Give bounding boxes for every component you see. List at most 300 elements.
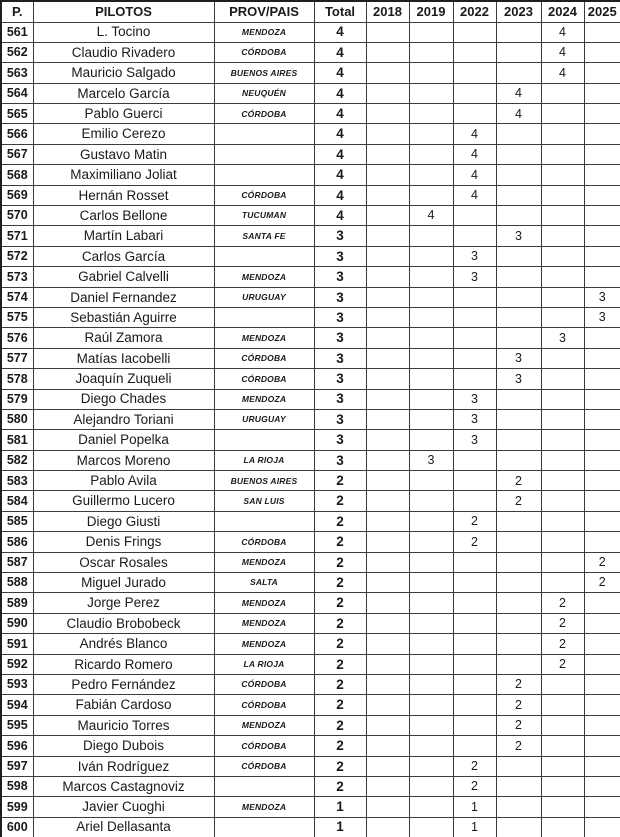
year-2024-cell [541,348,584,368]
total-cell: 4 [314,206,366,226]
total-cell: 3 [314,450,366,470]
position-cell: 594 [1,695,33,715]
table-row [1,573,620,593]
year-2018-cell [366,185,409,205]
year-2023-cell [496,797,541,817]
year-2024-cell [541,287,584,307]
position-cell: 591 [1,634,33,654]
year-2025-cell [584,736,620,756]
year-2022-cell [453,42,496,62]
table-row [1,756,620,776]
province-cell: TUCUMAN [214,206,314,226]
province-cell: CÓRDOBA [214,348,314,368]
year-2023-cell [496,430,541,450]
province-cell: CÓRDOBA [214,185,314,205]
pilot-name-cell: Joaquín Zuqueli [33,369,214,389]
province-cell: CÓRDOBA [214,675,314,695]
year-2023-cell [496,593,541,613]
year-2022-cell [453,675,496,695]
province-cell: MENDOZA [214,593,314,613]
position-cell: 575 [1,307,33,327]
year-2023-cell [496,573,541,593]
year-2024-cell [541,491,584,511]
province-cell: BUENOS AIRES [214,471,314,491]
year-2024-cell [541,307,584,327]
province-cell: MENDOZA [214,267,314,287]
table-row [1,736,620,756]
year-2023-cell [496,42,541,62]
year-2024-cell [541,206,584,226]
province-cell: SANTA FE [214,226,314,246]
year-2022-cell [453,715,496,735]
pilot-name-cell: Emilio Cerezo [33,124,214,144]
province-cell: MENDOZA [214,797,314,817]
year-2022-cell [453,83,496,103]
pilot-name-cell: Matías Iacobelli [33,348,214,368]
year-2024-cell [541,695,584,715]
year-2018-cell [366,369,409,389]
year-2025-cell [584,430,620,450]
year-2018-cell [366,715,409,735]
pilot-name-cell: Daniel Popelka [33,430,214,450]
pilot-name-cell: Marcos Castagnoviz [33,776,214,796]
pilot-name-cell: Iván Rodríguez [33,756,214,776]
year-2019-cell [409,593,453,613]
year-2024-cell: 4 [541,63,584,83]
year-2024-cell [541,756,584,776]
total-cell: 3 [314,389,366,409]
year-2019-cell [409,491,453,511]
year-2022-cell [453,348,496,368]
year-2025-cell [584,83,620,103]
total-cell: 2 [314,532,366,552]
year-2024-cell: 2 [541,634,584,654]
year-2025-cell: 3 [584,287,620,307]
total-cell: 3 [314,430,366,450]
total-cell: 3 [314,409,366,429]
table-row [1,267,620,287]
total-cell: 2 [314,776,366,796]
table-row [1,471,620,491]
year-2018-cell [366,246,409,266]
table-row [1,83,620,103]
year-2022-cell: 3 [453,389,496,409]
year-2023-cell: 2 [496,715,541,735]
year-2023-cell [496,511,541,531]
year-2025-cell [584,226,620,246]
year-2024-cell [541,532,584,552]
table-row [1,450,620,470]
year-2025-cell: 3 [584,307,620,327]
year-2023-cell: 3 [496,226,541,246]
position-cell: 584 [1,491,33,511]
year-2022-cell [453,573,496,593]
position-cell: 597 [1,756,33,776]
pilot-name-cell: Denis Frings [33,532,214,552]
position-cell: 590 [1,613,33,633]
year-2023-cell [496,144,541,164]
table-row [1,389,620,409]
year-2024-cell [541,246,584,266]
table-row [1,307,620,327]
province-cell: CÓRDOBA [214,756,314,776]
year-2024-cell: 2 [541,654,584,674]
year-2018-cell [366,776,409,796]
pilot-name-cell: Javier Cuoghi [33,797,214,817]
pilot-name-cell: Diego Dubois [33,736,214,756]
position-cell: 568 [1,165,33,185]
table-row [1,226,620,246]
year-2022-cell: 4 [453,185,496,205]
table-body [1,22,620,837]
year-2023-cell: 3 [496,348,541,368]
total-cell: 2 [314,675,366,695]
province-cell: URUGUAY [214,409,314,429]
year-2024-cell [541,389,584,409]
year-2022-cell [453,695,496,715]
province-cell: CÓRDOBA [214,532,314,552]
year-2024-cell [541,715,584,735]
year-2025-cell [584,634,620,654]
year-2023-cell [496,450,541,470]
year-2024-cell: 2 [541,613,584,633]
pilot-name-cell: Carlos Bellone [33,206,214,226]
pilot-name-cell: Martín Labari [33,226,214,246]
year-2019-cell [409,613,453,633]
column-header-year-2025: 2025 [584,1,620,22]
province-cell: NEUQUÉN [214,83,314,103]
year-2024-cell [541,369,584,389]
pilot-name-cell: Marcos Moreno [33,450,214,470]
total-cell: 2 [314,613,366,633]
total-cell: 3 [314,287,366,307]
year-2023-cell [496,185,541,205]
province-cell: CÓRDOBA [214,736,314,756]
year-2018-cell [366,654,409,674]
province-cell: BUENOS AIRES [214,63,314,83]
position-cell: 566 [1,124,33,144]
year-2022-cell: 3 [453,409,496,429]
year-2018-cell [366,328,409,348]
year-2023-cell [496,267,541,287]
table-row [1,552,620,572]
year-2023-cell: 2 [496,736,541,756]
year-2025-cell [584,613,620,633]
year-2024-cell [541,226,584,246]
year-2019-cell [409,226,453,246]
year-2022-cell [453,22,496,42]
year-2018-cell [366,532,409,552]
year-2024-cell [541,675,584,695]
year-2023-cell [496,756,541,776]
year-2019-cell [409,165,453,185]
province-cell: MENDOZA [214,389,314,409]
pilot-name-cell: Hernán Rosset [33,185,214,205]
year-2025-cell [584,776,620,796]
year-2022-cell [453,593,496,613]
table-row [1,593,620,613]
year-2023-cell [496,776,541,796]
table-row [1,776,620,796]
year-2018-cell [366,165,409,185]
year-2022-cell [453,63,496,83]
year-2019-cell [409,42,453,62]
year-2025-cell [584,369,620,389]
year-2018-cell [366,409,409,429]
year-2018-cell [366,42,409,62]
year-2022-cell: 2 [453,756,496,776]
total-cell: 4 [314,22,366,42]
year-2022-cell [453,450,496,470]
year-2025-cell [584,165,620,185]
column-header-total: Total [314,1,366,22]
position-cell: 577 [1,348,33,368]
table-row [1,124,620,144]
year-2025-cell [584,246,620,266]
table-row [1,715,620,735]
year-2019-cell [409,552,453,572]
position-cell: 561 [1,22,33,42]
pilot-name-cell: Pablo Guerci [33,104,214,124]
province-cell: LA RIOJA [214,654,314,674]
position-cell: 586 [1,532,33,552]
year-2024-cell [541,736,584,756]
position-cell: 598 [1,776,33,796]
year-2024-cell [541,267,584,287]
year-2023-cell [496,613,541,633]
total-cell: 2 [314,634,366,654]
year-2025-cell [584,389,620,409]
total-cell: 4 [314,42,366,62]
year-2024-cell [541,144,584,164]
year-2019-cell [409,307,453,327]
position-cell: 592 [1,654,33,674]
year-2018-cell [366,511,409,531]
pilot-name-cell: Oscar Rosales [33,552,214,572]
year-2022-cell [453,634,496,654]
year-2018-cell [366,430,409,450]
year-2019-cell [409,246,453,266]
year-2018-cell [366,634,409,654]
pilot-name-cell: Fabián Cardoso [33,695,214,715]
year-2025-cell [584,42,620,62]
pilot-name-cell: Jorge Perez [33,593,214,613]
position-cell: 588 [1,573,33,593]
province-cell: LA RIOJA [214,450,314,470]
year-2022-cell [453,206,496,226]
year-2018-cell [366,287,409,307]
total-cell: 4 [314,165,366,185]
table-row [1,695,620,715]
position-cell: 580 [1,409,33,429]
column-header-year-2024: 2024 [541,1,584,22]
year-2025-cell [584,715,620,735]
year-2023-cell [496,817,541,837]
total-cell: 1 [314,817,366,837]
table-row [1,287,620,307]
position-cell: 574 [1,287,33,307]
province-cell: MENDOZA [214,328,314,348]
year-2019-cell [409,797,453,817]
year-2018-cell [366,144,409,164]
year-2023-cell [496,165,541,185]
position-cell: 572 [1,246,33,266]
table-header [1,1,620,22]
total-cell: 4 [314,83,366,103]
year-2019-cell [409,348,453,368]
year-2018-cell [366,736,409,756]
position-cell: 579 [1,389,33,409]
year-2019-cell [409,634,453,654]
year-2022-cell: 3 [453,430,496,450]
position-cell: 570 [1,206,33,226]
year-2023-cell [496,634,541,654]
pilot-name-cell: Raúl Zamora [33,328,214,348]
position-cell: 596 [1,736,33,756]
province-cell: CÓRDOBA [214,369,314,389]
year-2019-cell [409,776,453,796]
year-2024-cell [541,471,584,491]
year-2023-cell [496,328,541,348]
year-2024-cell: 4 [541,22,584,42]
total-cell: 4 [314,144,366,164]
year-2018-cell [366,63,409,83]
year-2025-cell [584,797,620,817]
total-cell: 3 [314,348,366,368]
position-cell: 593 [1,675,33,695]
column-header-year-2023: 2023 [496,1,541,22]
year-2019-cell [409,389,453,409]
year-2019-cell [409,83,453,103]
year-2023-cell: 3 [496,369,541,389]
pilot-name-cell: Andrés Blanco [33,634,214,654]
year-2018-cell [366,695,409,715]
year-2019-cell [409,144,453,164]
year-2023-cell [496,307,541,327]
province-cell [214,511,314,531]
province-cell [214,246,314,266]
position-cell: 595 [1,715,33,735]
year-2022-cell: 2 [453,511,496,531]
year-2025-cell [584,450,620,470]
year-2018-cell [366,817,409,837]
total-cell: 3 [314,307,366,327]
year-2023-cell [496,409,541,429]
year-2018-cell [366,797,409,817]
year-2024-cell [541,450,584,470]
table-row [1,104,620,124]
year-2025-cell [584,267,620,287]
total-cell: 2 [314,715,366,735]
table-row [1,165,620,185]
table-row [1,63,620,83]
year-2019-cell [409,430,453,450]
year-2023-cell [496,206,541,226]
year-2025-cell [584,185,620,205]
year-2022-cell [453,552,496,572]
year-2019-cell [409,675,453,695]
position-cell: 581 [1,430,33,450]
year-2022-cell: 4 [453,124,496,144]
year-2023-cell [496,654,541,674]
year-2025-cell [584,22,620,42]
year-2023-cell [496,246,541,266]
pilot-name-cell: Mauricio Salgado [33,63,214,83]
year-2022-cell: 3 [453,267,496,287]
pilot-name-cell: L. Tocino [33,22,214,42]
year-2025-cell [584,328,620,348]
year-2018-cell [366,124,409,144]
position-cell: 599 [1,797,33,817]
position-cell: 564 [1,83,33,103]
table-row [1,532,620,552]
table-row [1,613,620,633]
province-cell [214,430,314,450]
year-2019-cell [409,736,453,756]
pilot-name-cell: Diego Giusti [33,511,214,531]
total-cell: 2 [314,593,366,613]
header-row [1,1,620,22]
year-2019-cell [409,124,453,144]
year-2022-cell [453,471,496,491]
total-cell: 4 [314,185,366,205]
table-row [1,797,620,817]
table-row [1,654,620,674]
total-cell: 2 [314,736,366,756]
province-cell: SALTA [214,573,314,593]
table-row [1,511,620,531]
year-2022-cell [453,613,496,633]
year-2018-cell [366,613,409,633]
total-cell: 2 [314,491,366,511]
pilot-name-cell: Pablo Avila [33,471,214,491]
year-2018-cell [366,389,409,409]
year-2024-cell [541,573,584,593]
pilot-name-cell: Diego Chades [33,389,214,409]
year-2023-cell [496,22,541,42]
province-cell [214,124,314,144]
year-2022-cell [453,307,496,327]
year-2018-cell [366,471,409,491]
pilot-name-cell: Gustavo Matin [33,144,214,164]
column-header-year-2019: 2019 [409,1,453,22]
year-2018-cell [366,450,409,470]
pilot-name-cell: Claudio Rivadero [33,42,214,62]
position-cell: 562 [1,42,33,62]
year-2022-cell: 1 [453,817,496,837]
year-2023-cell [496,532,541,552]
total-cell: 4 [314,63,366,83]
position-cell: 587 [1,552,33,572]
total-cell: 2 [314,573,366,593]
year-2024-cell [541,817,584,837]
year-2025-cell [584,695,620,715]
column-header-pilot-name: PILOTOS [33,1,214,22]
year-2024-cell [541,797,584,817]
province-cell: CÓRDOBA [214,104,314,124]
year-2024-cell: 2 [541,593,584,613]
table-row [1,409,620,429]
table-row [1,491,620,511]
year-2019-cell [409,817,453,837]
province-cell: MENDOZA [214,552,314,572]
table-row [1,348,620,368]
total-cell: 3 [314,328,366,348]
total-cell: 4 [314,104,366,124]
position-cell: 583 [1,471,33,491]
province-cell: MENDOZA [214,715,314,735]
year-2019-cell [409,328,453,348]
